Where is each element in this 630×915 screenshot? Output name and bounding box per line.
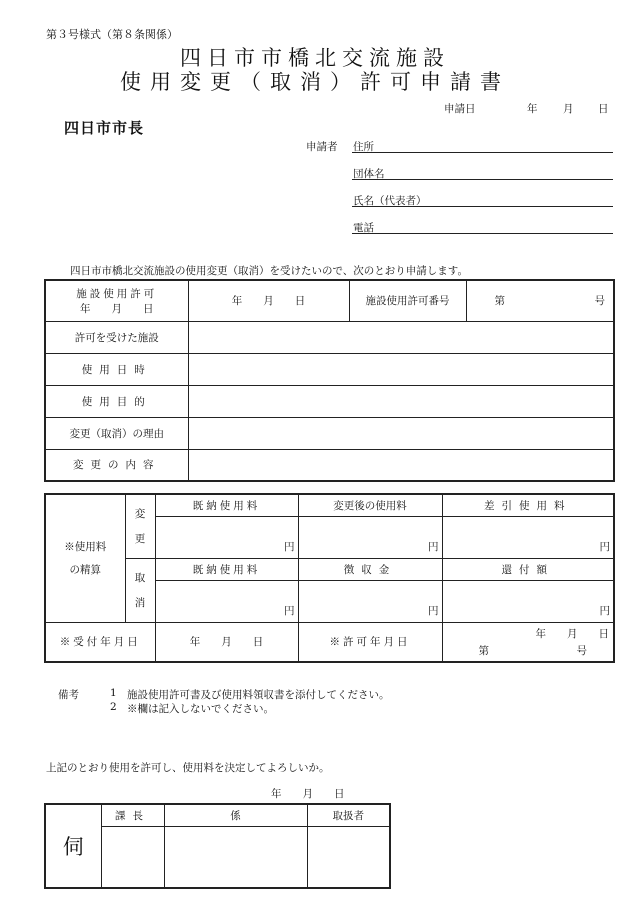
address-field[interactable]: [352, 152, 613, 153]
note-1-number: 1: [110, 687, 117, 699]
change-content-field[interactable]: [188, 449, 614, 481]
form-title-line2: 使用変更（取消）許可申請書: [120, 70, 510, 94]
usage-datetime-label: 使用日時: [45, 353, 188, 385]
permit-number-prefix: 第: [494, 295, 505, 308]
cancel-paid-fee-header: 既納使用料: [155, 558, 298, 580]
refund-header: 還付額: [442, 558, 614, 580]
permit-number-label: 施設使用許可番号: [349, 280, 466, 321]
addressee: 四日市市長: [64, 119, 145, 137]
application-details-table: [44, 279, 615, 482]
change-paid-fee-field[interactable]: [155, 516, 298, 558]
cancel-row-label: 取 消: [125, 558, 155, 622]
fee-settlement-label: ※使用料 の精算: [45, 494, 125, 622]
collection-field[interactable]: [298, 580, 442, 622]
refund-field[interactable]: [442, 580, 614, 622]
fee-after-change-header: 変更後の使用料: [298, 494, 442, 516]
usage-purpose-field[interactable]: [188, 385, 614, 417]
group-name-label: 団体名: [353, 168, 385, 180]
usage-purpose-label: 使用目的: [45, 385, 188, 417]
yen-unit: 円: [428, 604, 439, 617]
facility-label: 許可を受けた施設: [45, 321, 188, 353]
handler-header: 取扱者: [307, 804, 390, 826]
section-chief-header: 課長: [101, 804, 164, 826]
reason-label: 変更（取消）の理由: [45, 417, 188, 449]
application-date-day: 日: [598, 103, 609, 115]
ukagai-label: 伺: [45, 804, 101, 888]
notes-label: 備考: [58, 689, 79, 701]
form-title-line1: 四日市市橋北交流施設: [180, 46, 450, 70]
address-label: 住所: [353, 141, 374, 153]
permit-date-label: 施設使用許可 年 月 日: [45, 280, 188, 321]
fee-settlement-table: [44, 493, 615, 663]
intro-text: 四日市市橋北交流施設の使用変更（取消）を受けたいので、次のとおり申請します。: [70, 265, 468, 277]
note-2-text: ※欄は記入しないでください。: [127, 703, 274, 715]
handler-stamp-field[interactable]: [307, 826, 390, 888]
cancel-paid-fee-field[interactable]: [155, 580, 298, 622]
permit-number-field[interactable]: [466, 280, 614, 321]
approval-stamp-table: [44, 803, 391, 889]
staff-stamp-field[interactable]: [164, 826, 307, 888]
permit-number-suffix: 号: [594, 295, 605, 308]
permit-number-suffix-2: 号: [576, 644, 587, 657]
representative-name-label: 氏名（代表者）: [353, 195, 427, 207]
group-name-field[interactable]: [352, 179, 613, 180]
permit-number-prefix-2: 第: [478, 644, 489, 657]
permit-date-number-field[interactable]: [442, 622, 614, 662]
form-number-label: 第３号様式（第８条関係）: [46, 28, 178, 41]
note-1-text: 施設使用許可書及び使用料領収書を添付してください。: [127, 689, 390, 701]
received-date-label: ※受付年月日: [45, 622, 155, 662]
yen-unit: 円: [284, 604, 295, 617]
change-new-fee-field[interactable]: [298, 516, 442, 558]
permit-date-field[interactable]: 年 月 日: [188, 280, 349, 321]
yen-unit: 円: [599, 540, 610, 553]
staff-header: 係: [164, 804, 307, 826]
representative-name-field[interactable]: [352, 206, 613, 207]
facility-field[interactable]: [188, 321, 614, 353]
phone-field[interactable]: [352, 233, 613, 234]
yen-unit: 円: [428, 540, 439, 553]
permit-date-label-2: ※許可年月日: [298, 622, 442, 662]
reason-field[interactable]: [188, 417, 614, 449]
application-date-month: 月: [563, 103, 574, 115]
paid-fee-header: 既納使用料: [155, 494, 298, 516]
change-net-fee-field[interactable]: [442, 516, 614, 558]
received-date-field[interactable]: 年 月 日: [155, 622, 298, 662]
usage-datetime-field[interactable]: [188, 353, 614, 385]
approval-date: 年 月 日: [271, 788, 345, 800]
permit-date-value: 年 月 日: [535, 627, 609, 640]
change-row-label: 変 更: [125, 494, 155, 558]
net-fee-header: 差引使用料: [442, 494, 614, 516]
applicant-label: 申請者: [306, 141, 338, 153]
application-date-label: 申請日: [444, 103, 476, 115]
change-content-label: 変更の内容: [45, 449, 188, 481]
phone-label: 電話: [353, 222, 374, 234]
approval-question: 上記のとおり使用を許可し、使用料を決定してよろしいか。: [46, 762, 330, 774]
collection-header: 徴収金: [298, 558, 442, 580]
yen-unit: 円: [599, 604, 610, 617]
note-2-number: 2: [110, 701, 117, 713]
yen-unit: 円: [284, 540, 295, 553]
application-date-year: 年: [527, 103, 538, 115]
section-chief-stamp-field[interactable]: [101, 826, 164, 888]
